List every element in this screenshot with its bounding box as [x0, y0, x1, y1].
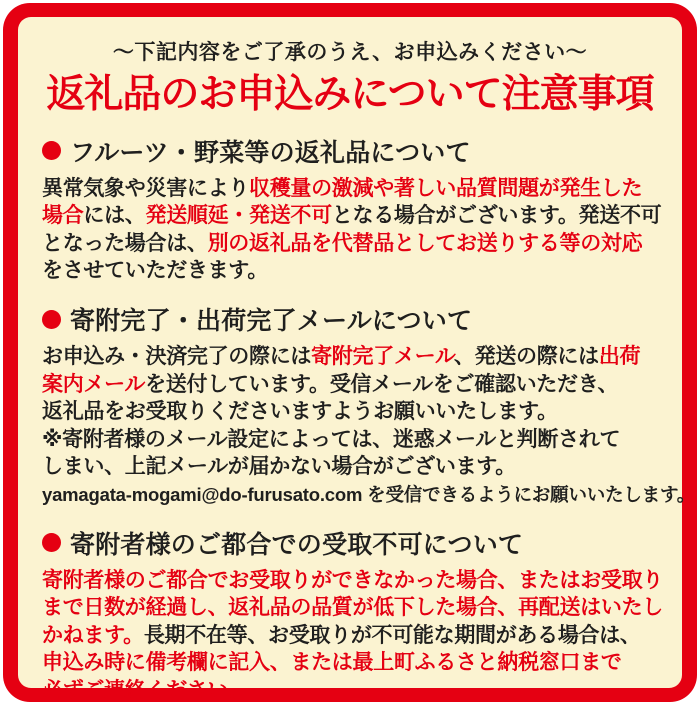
text-segment-black: 長期不在等、お受取りが不可能な期間がある場合は、: [143, 623, 641, 647]
bullet-icon: [42, 141, 61, 160]
section-heading-text: フルーツ・野菜等の返礼品について: [70, 138, 471, 167]
body-line: [42, 426, 658, 454]
section-3: [42, 525, 663, 705]
section-heading-text: 寄附者様のご都合での受取不可について: [70, 530, 524, 559]
text-segment-black: 返礼品をお受取りくださいますようお願いいたします。: [42, 400, 558, 424]
text-segment-red: かねます。: [42, 623, 144, 647]
text-segment-black: 異常気象や災害により: [42, 176, 249, 200]
body-line: [42, 230, 658, 258]
body-line: [42, 398, 658, 426]
text-segment-red: 収穫量の激減や著しい品質問題が発生した: [249, 176, 643, 200]
section-heading-text: 寄附完了・出荷完了メールについて: [70, 307, 473, 336]
top-note: ～下記内容をご了承のうえ、お申込みください～: [112, 41, 588, 64]
body-line: [42, 257, 658, 285]
notice-panel: [18, 17, 696, 702]
body-line: [42, 594, 663, 622]
body-line: [42, 567, 663, 595]
text-segment-red: まで日数が経過し、返礼品の品質が低下した場合、再配送はいたし: [42, 596, 663, 620]
text-segment-red: 発送順延・発送不可: [145, 204, 332, 228]
text-segment-black: 、発送の際には: [453, 345, 599, 369]
section-2: [42, 301, 696, 509]
text-segment-black: しまい、上記メールが届かない場合がございます。: [42, 455, 516, 479]
text-segment-red: 出荷: [598, 345, 641, 369]
text-segment-red: 申込み時に備考欄に記入、または最上町ふるさと納税窓口まで: [42, 651, 622, 675]
text-segment-red: 場合: [42, 204, 84, 228]
section-1-heading: [42, 133, 658, 169]
text-segment-black: となる場合がございます。発送不可: [331, 204, 662, 228]
body-line: [42, 622, 658, 650]
body-line: [42, 175, 658, 203]
page-title: 返礼品のお申込みについて注意事項: [46, 73, 654, 116]
text-segment-red: 必ずご連絡ください。: [42, 678, 249, 702]
text-segment-black: yamagata-mogami@do-furusato.com を受信できるようにお願いいたします。: [42, 484, 696, 506]
red-border-frame: [3, 3, 697, 702]
text-segment-black: お申込み・決済完了の際には: [42, 345, 312, 369]
bullet-icon: [42, 310, 61, 329]
section-2-heading: [42, 301, 658, 337]
section-3-heading: [42, 525, 658, 561]
text-segment-black: には、: [83, 204, 146, 228]
text-segment-black: をさせていただきます。: [42, 259, 269, 283]
sections-container: [42, 133, 696, 705]
bullet-icon: [42, 533, 61, 552]
body-line: [42, 202, 662, 230]
body-line: [42, 343, 658, 371]
text-segment-red: 寄附者様のご都合でお受取りができなかった場合、またはお受取り: [42, 568, 663, 592]
body-line: [42, 453, 658, 481]
section-1: [42, 133, 662, 285]
text-segment-red: 案内メール: [42, 372, 146, 396]
text-segment-black: となった場合は、: [42, 231, 208, 255]
text-segment-black: を送付しています。受信メールをご確認いただき、: [145, 372, 619, 396]
body-line: [42, 677, 658, 705]
text-segment-black: ※寄附者様のメール設定によっては、迷惑メールと判断されて: [42, 427, 621, 451]
body-line: [42, 371, 658, 399]
text-segment-red: 別の返礼品を代替品としてお送りする等の対応: [207, 231, 643, 255]
text-segment-red: 寄附完了メール: [311, 345, 454, 369]
body-line: [42, 481, 696, 509]
body-line: [42, 649, 658, 677]
